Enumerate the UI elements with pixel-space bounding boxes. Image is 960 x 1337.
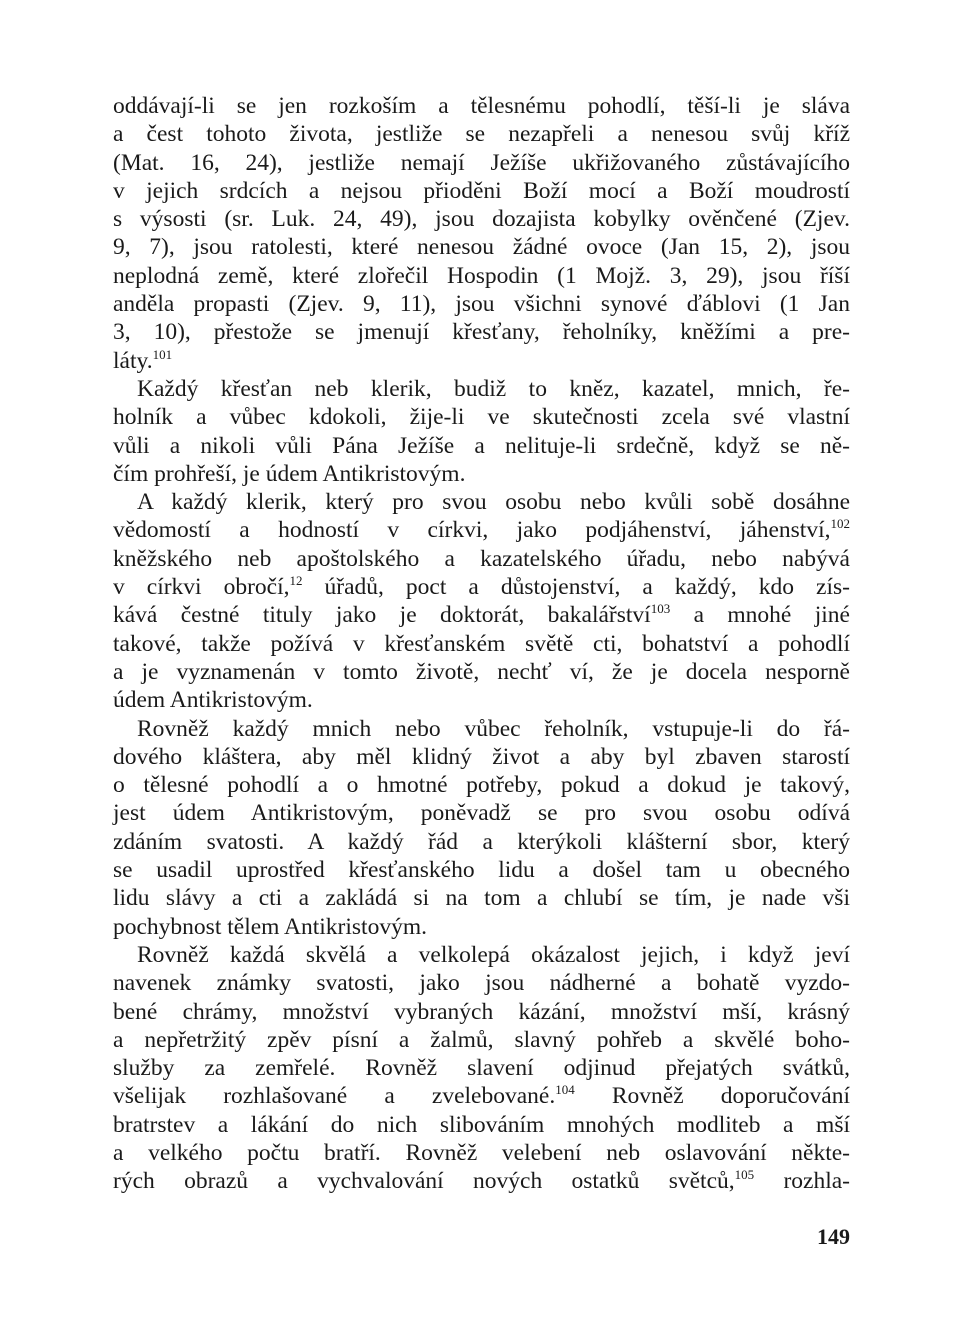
line-text: a mnohé jiné: [670, 602, 850, 629]
text-line: oddávají-li se jen rozkoším a tělesnému pohodlí, těší-li je sláva: [113, 93, 850, 119]
text-line: [113, 573, 850, 601]
text-line: A každý klerik, který pro svou osobu nebo kvůli sobě dosáhne: [137, 489, 850, 516]
text-line: holník a vůbec kdokoli, žije-li ve skutečnosti zcela své vlastní: [113, 404, 850, 431]
text-line: dového kláštera, aby měl klidný život a aby byl zbaven starostí: [113, 743, 850, 770]
text-line: anděla propasti (Zjev. 9, 11), jsou všichni synové ďáblovi (1 Jan: [113, 291, 850, 318]
text-line: takové, takže požívá v křesťanském světě cti, bohatství a pohodlí: [113, 630, 850, 657]
footnote-ref: 102: [830, 516, 850, 532]
text-line: o tělesné pohodlí a o hmotné potřeby, pokud a dokud je takový,: [113, 772, 850, 799]
text-line: a nepřetržitý zpěv písní a žalmů, slavný pohřeb a skvělé boho-: [113, 1026, 850, 1053]
text-line: pochybnost tělem Antikristovým.: [113, 913, 427, 940]
paragraph: [113, 375, 850, 488]
line-text: Rovněž doporučování: [574, 1083, 850, 1110]
text-line: bratrstev a lákání do nich slibováním mnohých modliteb a mší: [113, 1111, 850, 1138]
line-text: v církvi obročí,: [113, 574, 290, 601]
text-line: zdáním svatosti. A každý řád a kterýkoli klášterní sbor, který: [113, 828, 850, 855]
paragraph: [113, 715, 850, 941]
text-line: neplodná země, které zlořečil Hospodin (1 Mojž. 3, 29), jsou říší: [113, 262, 850, 289]
text-line: v jejich srdcích a nejsou přioděni Boží mocí a Boží moudrostí: [113, 177, 850, 204]
book-page-text: [113, 92, 850, 1196]
paragraph: [113, 488, 850, 714]
text-line: (Mat. 16, 24), jestliže nemají Ježíše ukřižovaného zůstávajícího: [113, 149, 850, 176]
text-line: lidu slávy a cti a zakládá si na tom a chlubí se tím, je nade vši: [113, 885, 850, 912]
footnote-ref: 101: [152, 346, 173, 362]
text-line: vůli a nikoli vůli Pána Ježíše a nelituje-li srdečně, když se ně-: [113, 432, 850, 459]
line-text: kává čestné tituly jako je doktorát, bakalářství: [113, 602, 651, 629]
text-line: [113, 1167, 850, 1195]
paragraph: [113, 941, 850, 1196]
text-line: Rovněž každá skvělá a velkolepá okázalost jejich, i když jeví: [137, 941, 850, 968]
paragraph: [113, 92, 850, 375]
footnote-ref: 103: [650, 601, 671, 617]
text-line: [113, 601, 850, 629]
text-line: navenek známky svatosti, jako jsou nádherné a bohatě vyzdo-: [113, 970, 850, 997]
text-line: se usadil uprostřed křesťanského lidu a došel tam u obecného: [113, 857, 850, 884]
page-number: 149: [817, 1224, 850, 1249]
text-line: Každý křesťan neb klerik, budiž to kněz, kazatel, mnich, ře-: [137, 375, 850, 402]
text-line: údem Antikristovým.: [113, 687, 313, 714]
line-text: rých obrazů a vychvalování nových ostatků světců,: [113, 1168, 735, 1195]
text-line: kněžského neb apoštolského a kazatelského úřadu, nebo nabývá: [113, 545, 850, 572]
text-line: s výsosti (sr. Luk. 24, 49), jsou dozajista kobylky ověnčené (Zjev.: [113, 206, 850, 233]
text-line: služby za zemřelé. Rovněž slavení odjinud přejatých svátků,: [113, 1055, 850, 1082]
footnote-ref: 105: [734, 1167, 755, 1183]
text-line: [113, 347, 850, 375]
text-line: 9, 7), jsou ratolesti, které nenesou žádné ovoce (Jan 15, 2), jsou: [113, 234, 850, 261]
text-line: a je vyznamenán v tomto životě, nechť ví, že je docela nesporně: [113, 658, 850, 685]
line-text: vědomostí a hodností v církvi, jako podjáhenství, jáhenství,: [113, 517, 831, 544]
text-line: [113, 516, 850, 544]
text-line: čím prohřeší, je údem Antikristovým.: [113, 460, 466, 487]
line-text: úřadů, poct a důstojenství, a každý, kdo zís-: [302, 574, 850, 601]
text-line: Rovněž každý mnich nebo vůbec řeholník, vstupuje-li do řá-: [137, 715, 850, 742]
text-line: a velkého počtu bratří. Rovněž velebení neb oslavování někte-: [113, 1139, 850, 1166]
text-line: jest údem Antikristovým, poněvadž se pro svou osobu odívá: [113, 800, 850, 827]
text-line: 3, 10), přestože se jmenují křesťany, řeholníky, kněžími a pre-: [113, 319, 850, 346]
line-text: všelijak rozhlašované a zvelebované.: [113, 1083, 556, 1110]
line-text: rozhla-: [754, 1168, 851, 1195]
footnote-ref: 12: [289, 573, 303, 589]
footnote-ref: 104: [555, 1082, 575, 1098]
text-line: bené chrámy, množství vybraných kázání, množství mší, krásný: [113, 998, 850, 1025]
text-line: [113, 1082, 850, 1110]
line-text: láty.: [113, 347, 153, 374]
text-line: a čest tohoto života, jestliže se nezapřeli a nenesou svůj kříž: [113, 121, 850, 148]
